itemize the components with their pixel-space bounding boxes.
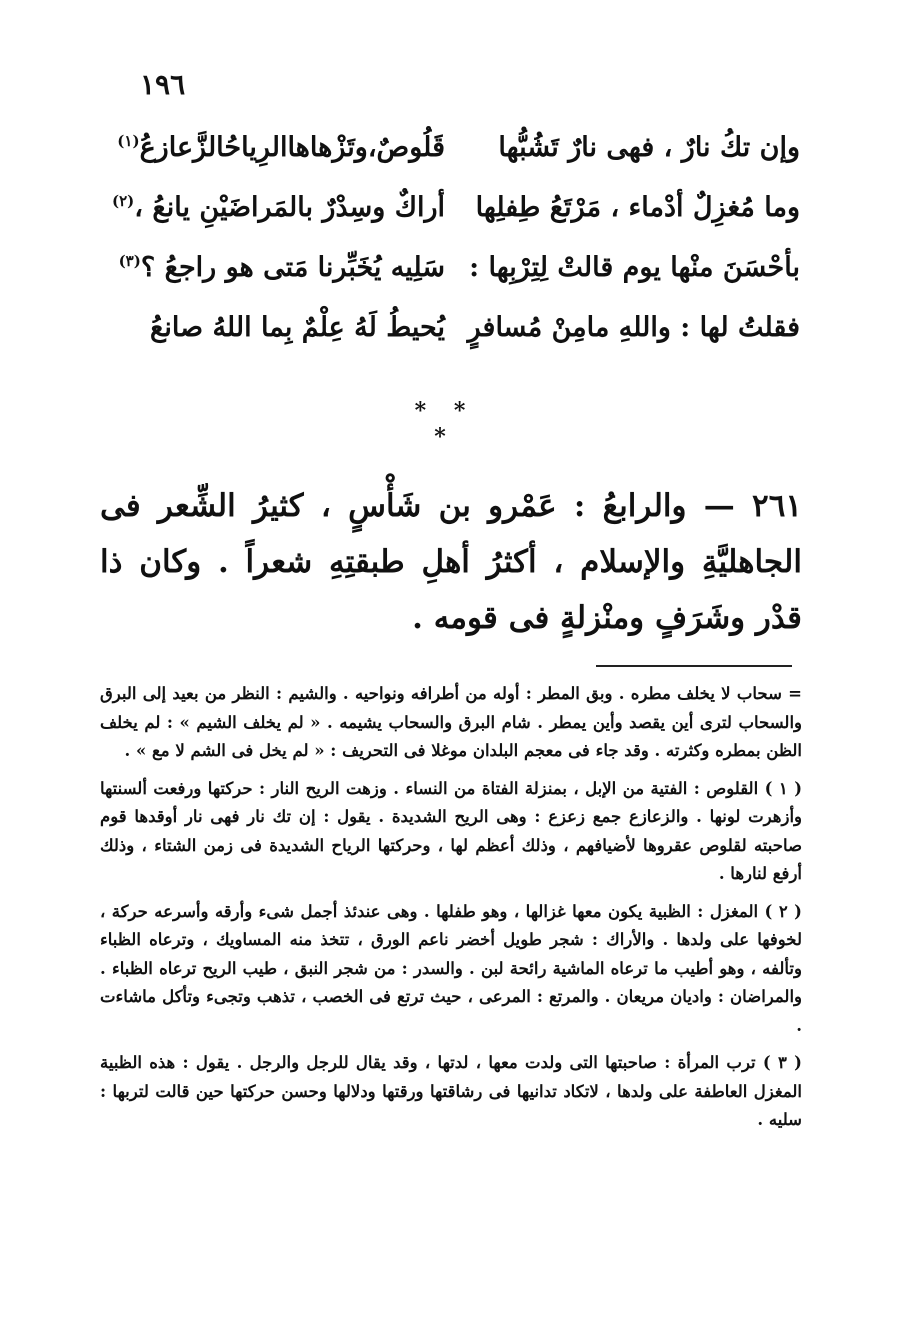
footnote-rule [596,665,792,667]
second-hemistich [100,178,445,238]
verse [100,298,800,358]
footnote: ( ٢ ) المغزل : الظبية يكون معها غزالها ، وهو طفلها . وهى عندئذ أجمل شىء وأرقه وأسرعه حركة ، لخوفها على ولدها . والأراك : شجر طويل أخضر ناعم الورق ، تتخذ منه المساويك ، وترعاه الظباء وتألفه ، وهو أطيب ما ترعاه الماشية رائحة لبن . والسدر : من شجر النبق ، طيب الريح ترعاه الظباء . والمراضان : واديان مريعان . والمرتع : المرعى ، حيث ترتع فى الخصب ، تذهب وتجىء وتأكل ماشاءت . [100,901,802,1035]
second-hemistich [100,238,445,298]
first-hemistich: وإن تكُ نارٌ ، فهى نارٌ تَشُبُّها [498,132,800,163]
section-separator: * * * [414,398,476,450]
second-hemistich-text: قَلُوصٌ،وتَزْهاهاالرِياحُالزَّعازعُ [139,132,445,163]
footnotes [100,680,802,1144]
first-hemistich: وما مُغزِلٌ أدْماء ، مَرْتَعُ طِفلِها [475,192,800,223]
second-hemistich-text: سَلِيه يُخَبِّرنا مَتى هو راجعُ ؟ [140,252,445,283]
second-hemistich [100,118,445,178]
footnote-reference: (٢) [112,192,135,210]
first-hemistich: فقلتُ لها : واللهِ مامِنْ مُسافرٍ [467,312,800,343]
footnote: ( ١ ) القلوص : الفتية من الإبل ، بمنزلة الفتاة من النساء . وزهت الريح النار : حركتها ورفعت ألسنتها وأزهرت لونها . والزعازع جمع زعزع : وهى الريح الشديدة . يقول : إن تك نار فهى نار أوقدها قوم صاحبته لقلوص عقروها لأضيافهم ، وذلك أعظم لها ، وحركتها الرياح الشديدة فى زمن الشتاء ، وذلك أرفع لنارها . [100,778,802,883]
footnote: ( ٣ ) ترب المرأة : صاحبتها التى ولدت معها ، لدتها ، وقد يقال للرجل والرجل . يقول : هذه الظبية المغزل العاطفة على ولدها ، لاتكاد تدانيها فى رشاقتها ورقتها ودلالها وحسن حركتها حين قالت لتربها : سليه . [100,1053,802,1129]
footnote-reference: (٣) [118,252,141,270]
second-hemistich-text: أراكٌ وسِدْرٌ بالمَراضَيْنِ يانعُ ، [134,192,445,223]
verse [100,238,800,298]
verse [100,118,800,178]
entry-paragraph: ٢٦١ — والرابعُ : عَمْرو بن شَأْسٍ ، كثيرُ الشِّعر فى الجاهليَّةِ والإسلام ، أكثرُ أهلِ طبقتِهِ شعراً . وكان ذا قدْر وشَرَفٍ ومنْزلةٍ فى قومه . [100,488,802,636]
footnote: = سحاب لا يخلف مطره . وبق المطر : أوله من أطرافه ونواحيه . والشيم : النظر من بعيد إلى البرق والسحاب لترى أين يقصد وأين يمطر . شام البرق والسحاب يشيمه . « لم يخلف الشيم » : لم يخلف الظن بمطره وكثرته . وقد جاء فى معجم البلدان موغلا فى التحريف : « لم يخل فى الشم لا مع » . [100,684,802,760]
second-hemistich-text: يُحيطُ لَهُ عِلْمٌ بِما اللهُ صانعُ [150,312,445,343]
page-number: ١٩٦ [140,68,186,101]
verse [100,178,800,238]
first-hemistich: بأحْسَنَ منْها يوم قالتْ لِتِرْبِها : [469,252,800,283]
second-hemistich [100,298,445,358]
footnote-reference: (١) [117,132,140,150]
poem [100,118,800,358]
